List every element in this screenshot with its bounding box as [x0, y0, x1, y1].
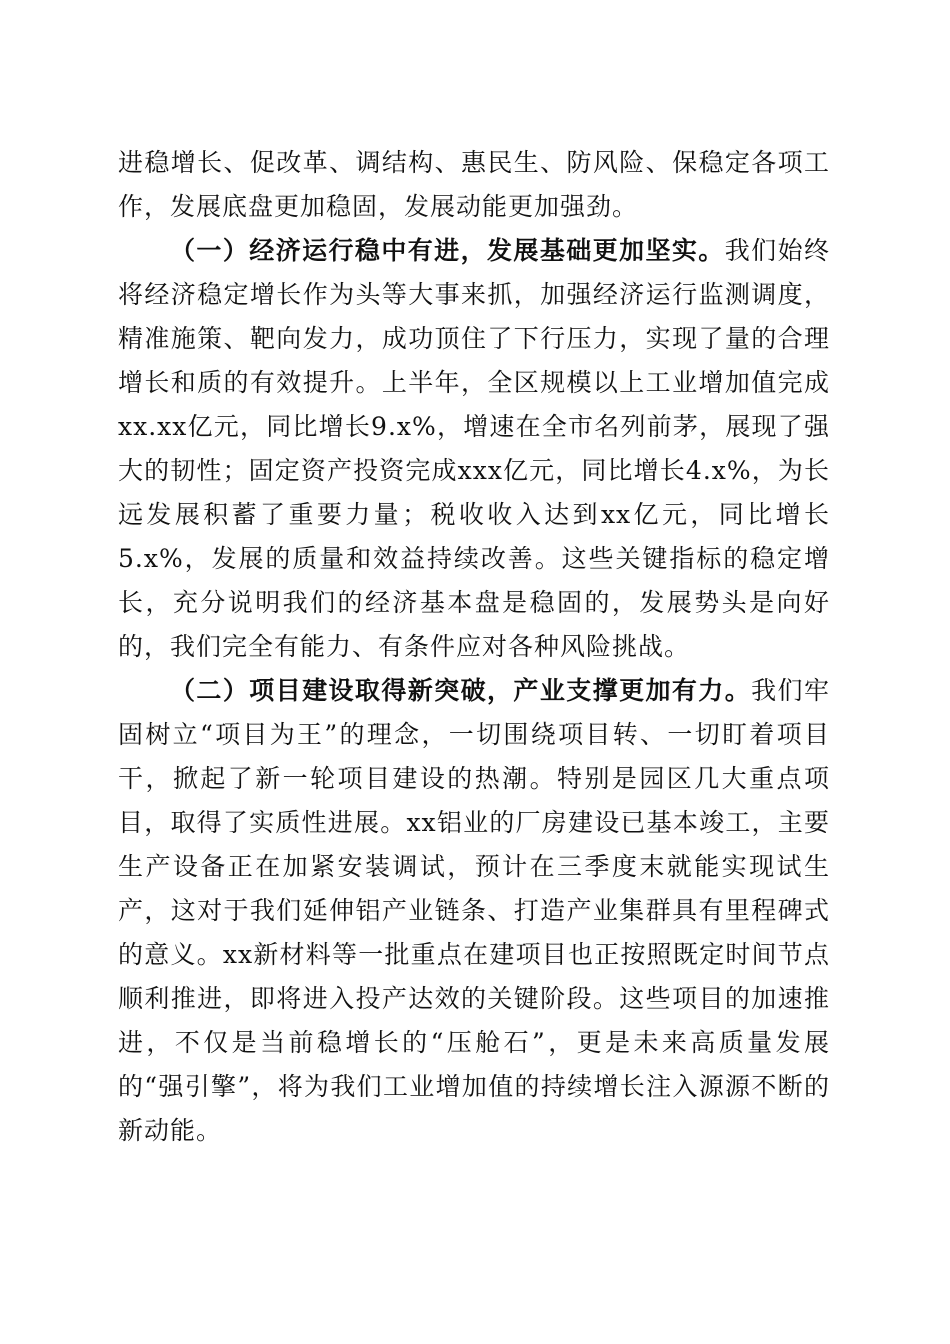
paragraph-economy: [118, 229, 830, 669]
paragraph-continuation: [118, 141, 830, 229]
section-heading-economy: （一）经济运行稳中有进，发展基础更加坚实。: [170, 236, 725, 265]
paragraph-text: 我们牢固树立“项目为王”的理念，一切围绕项目转、一切盯着项目干，掀起了新一轮项目建设的热潮。特别是园区几大重点项目，取得了实质性进展。xx铝业的厂房建设已基本竣工，主要生产设备正在加紧安装调试，预计在三季度末就能实现试生产，这对于我们延伸铝产业链条、打造产业集群具有里程碑式的意义。xx新材料等一批重点在建项目也正按照既定时间节点顺利推进，即将进入投产达效的关键阶段。这些项目的加速推进，不仅是当前稳增长的“压舱石”，更是未来高质量发展的“强引擎”，将为我们工业增加值的持续增长注入源源不断的新动能。: [118, 676, 830, 1145]
document-body: [118, 141, 830, 1153]
paragraph-projects: [118, 669, 830, 1153]
section-heading-projects: （二）项目建设取得新突破，产业支撑更加有力。: [170, 676, 752, 705]
paragraph-text: 进稳增长、促改革、调结构、惠民生、防风险、保稳定各项工作，发展底盘更加稳固，发展动能更加强劲。: [118, 148, 830, 221]
paragraph-text: 我们始终将经济稳定增长作为头等大事来抓，加强经济运行监测调度，精准施策、靶向发力，成功顶住了下行压力，实现了量的合理增长和质的有效提升。上半年，全区规模以上工业增加值完成xx.xx亿元，同比增长9.x%，增速在全市名列前茅，展现了强大的韧性；固定资产投资完成xxx亿元，同比增长4.x%，为长远发展积蓄了重要力量；税收收入达到xx亿元，同比增长5.x%，发展的质量和效益持续改善。这些关键指标的稳定增长，充分说明我们的经济基本盘是稳固的，发展势头是向好的，我们完全有能力、有条件应对各种风险挑战。: [118, 236, 830, 661]
